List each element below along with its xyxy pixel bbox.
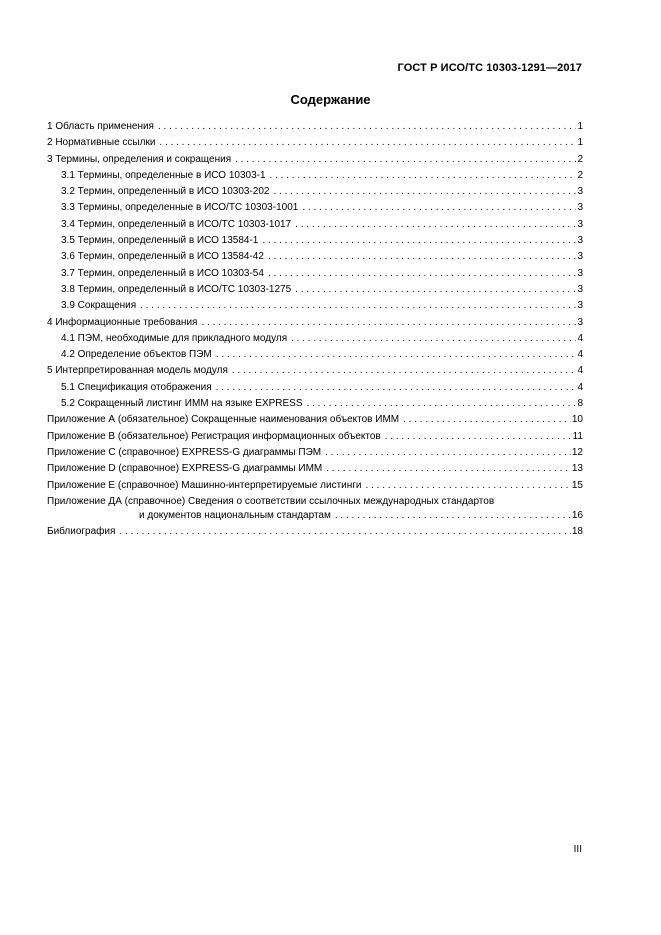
toc-entry-page: 3 bbox=[577, 267, 583, 279]
toc-entry[interactable] bbox=[47, 168, 583, 184]
toc-entry-page: 4 bbox=[577, 332, 583, 344]
toc-leader-dots bbox=[119, 524, 570, 540]
toc-leader-dots bbox=[325, 445, 571, 461]
toc-entry-continuation bbox=[47, 508, 583, 524]
toc-entry-page: 10 bbox=[571, 414, 583, 426]
toc-entry[interactable] bbox=[47, 429, 583, 445]
toc-entry[interactable] bbox=[47, 347, 583, 363]
toc-leader-dots bbox=[307, 396, 577, 412]
toc-entry[interactable] bbox=[47, 478, 583, 494]
toc-entry[interactable] bbox=[47, 152, 583, 168]
toc-entry-label: 3.3 Термины, определенные в ИСО/ТС 10303-1001 bbox=[61, 202, 299, 214]
toc-entry-page: 4 bbox=[577, 365, 583, 377]
toc-entry-label: 3 Термины, определения и сокращения bbox=[47, 153, 232, 165]
toc-entry-label: 3.8 Термин, определенный в ИСО/ТС 10303-1275 bbox=[61, 283, 292, 295]
toc-entry[interactable] bbox=[47, 200, 583, 216]
toc-leader-dots bbox=[335, 508, 571, 524]
toc-entry-label: 3.9 Сокращения bbox=[61, 300, 137, 312]
toc-entry-page: 3 bbox=[577, 202, 583, 214]
toc-entry-label: 5 Интерпретированная модель модуля bbox=[47, 365, 228, 377]
toc-leader-dots bbox=[302, 200, 576, 216]
toc-entry-page: 3 bbox=[577, 186, 583, 198]
page-number: III bbox=[573, 844, 582, 855]
toc-entry[interactable] bbox=[47, 380, 583, 396]
toc-leader-dots bbox=[235, 152, 576, 168]
toc-leader-dots bbox=[140, 298, 576, 314]
toc-leader-dots bbox=[403, 412, 571, 428]
toc-entry-label: 2 Нормативные ссылки bbox=[47, 137, 156, 149]
toc-entry[interactable] bbox=[47, 135, 583, 151]
toc-entry-bibliography[interactable] bbox=[47, 524, 583, 540]
toc-entry-page: 3 bbox=[577, 218, 583, 230]
toc-entry-label: Приложение В (обязательное) Регистрация информационных объектов bbox=[47, 430, 381, 442]
toc-entry-label: 4 Информационные требования bbox=[47, 316, 198, 328]
toc-leader-dots bbox=[326, 461, 571, 477]
toc-entry[interactable] bbox=[47, 331, 583, 347]
toc-entry-label: Приложение ДА (справочное) Сведения о соответствии ссылочных международных стандартов bbox=[47, 495, 495, 507]
toc-entry[interactable] bbox=[47, 249, 583, 265]
toc-entry-page: 3 bbox=[577, 283, 583, 295]
toc-entry-label: Приложение Е (справочное) Машинно-интерпретируемые листинги bbox=[47, 479, 362, 491]
table-of-contents bbox=[47, 119, 583, 540]
toc-entry-page: 8 bbox=[577, 398, 583, 410]
toc-entry[interactable] bbox=[47, 315, 583, 331]
toc-entry-page: 3 bbox=[577, 316, 583, 328]
toc-entry-page: 3 bbox=[577, 235, 583, 247]
toc-leader-dots bbox=[201, 315, 576, 331]
toc-entry-label: 3.4 Термин, определенный в ИСО/ТС 10303-1017 bbox=[61, 218, 292, 230]
toc-entry-page: 18 bbox=[571, 526, 583, 538]
toc-entry-label: 5.2 Сокращенный листинг ИММ на языке EXPRESS bbox=[61, 398, 303, 410]
toc-entry[interactable] bbox=[47, 396, 583, 412]
toc-entry-label: Приложение С (справочное) EXPRESS-G диаграммы ПЭМ bbox=[47, 446, 322, 458]
toc-entry-page: 15 bbox=[571, 479, 583, 491]
toc-entry[interactable] bbox=[47, 412, 583, 428]
toc-entry-label: 3.6 Термин, определенный в ИСО 13584-42 bbox=[61, 251, 264, 263]
page-title: Содержание bbox=[290, 92, 371, 107]
toc-leader-dots bbox=[158, 119, 576, 135]
toc-entry-label: Приложение А (обязательное) Сокращенные наименования объектов ИММ bbox=[47, 414, 400, 426]
toc-entry-label: Библиография bbox=[47, 526, 116, 538]
toc-entry-page: 3 bbox=[577, 300, 583, 312]
toc-entry-label: 3.1 Термины, определенные в ИСО 10303-1 bbox=[61, 169, 266, 181]
toc-entries bbox=[47, 119, 583, 494]
toc-entry-page: 13 bbox=[571, 463, 583, 475]
toc-entry-page: 16 bbox=[571, 509, 583, 521]
toc-leader-dots bbox=[291, 331, 576, 347]
toc-leader-dots bbox=[268, 249, 577, 265]
toc-leader-dots bbox=[366, 478, 571, 494]
toc-leader-dots bbox=[268, 266, 577, 282]
toc-entry-label: Приложение D (справочное) EXPRESS-G диаграммы ИММ bbox=[47, 463, 323, 475]
toc-entry-page: 2 bbox=[577, 153, 583, 165]
toc-leader-dots bbox=[270, 168, 577, 184]
toc-entry-page: 1 bbox=[577, 121, 583, 132]
toc-entry[interactable] bbox=[47, 266, 583, 282]
toc-entry[interactable] bbox=[47, 363, 583, 379]
toc-entry[interactable] bbox=[47, 461, 583, 477]
toc-leader-dots bbox=[295, 282, 576, 298]
toc-entry-appendix-da[interactable] bbox=[47, 494, 583, 524]
toc-leader-dots bbox=[295, 217, 576, 233]
toc-leader-dots bbox=[159, 135, 576, 151]
toc-entry[interactable] bbox=[47, 119, 583, 135]
toc-entry[interactable] bbox=[47, 217, 583, 233]
toc-leader-dots bbox=[216, 347, 577, 363]
toc-entry[interactable] bbox=[47, 282, 583, 298]
toc-entry-label: 1 Область применения bbox=[47, 121, 154, 132]
toc-entry-label: 3.5 Термин, определенный в ИСО 13584-1 bbox=[61, 235, 259, 247]
toc-entry[interactable] bbox=[47, 184, 583, 200]
toc-leader-dots bbox=[262, 233, 576, 249]
toc-entry-page: 11 bbox=[572, 430, 583, 442]
toc-entry-label: 4.1 ПЭМ, необходимые для прикладного модуля bbox=[61, 332, 288, 344]
toc-entry-label: 5.1 Спецификация отображения bbox=[61, 381, 212, 393]
toc-entry-label: 3.7 Термин, определенный в ИСО 10303-54 bbox=[61, 267, 264, 279]
toc-entry-page: 1 bbox=[577, 137, 583, 149]
document-header: ГОСТ Р ИСО/ТС 10303-1291—2017 bbox=[397, 62, 582, 74]
toc-entry-label: 4.2 Определение объектов ПЭМ bbox=[61, 349, 212, 361]
toc-entry-page: 12 bbox=[571, 446, 583, 458]
toc-entry-label: 3.2 Термин, определенный в ИСО 10303-202 bbox=[61, 186, 270, 198]
toc-leader-dots bbox=[385, 429, 572, 445]
toc-entry[interactable] bbox=[47, 233, 583, 249]
toc-leader-dots bbox=[216, 380, 577, 396]
toc-entry-label-continued: и документов национальным стандартам bbox=[139, 509, 331, 521]
toc-entry-page: 4 bbox=[577, 349, 583, 361]
toc-leader-dots bbox=[232, 363, 577, 379]
toc-entry-page: 3 bbox=[577, 251, 583, 263]
toc-entry-page: 4 bbox=[577, 381, 583, 393]
toc-leader-dots bbox=[274, 184, 577, 200]
toc-entry[interactable] bbox=[47, 298, 583, 314]
toc-entry-page: 2 bbox=[577, 169, 583, 181]
toc-entry[interactable] bbox=[47, 445, 583, 461]
